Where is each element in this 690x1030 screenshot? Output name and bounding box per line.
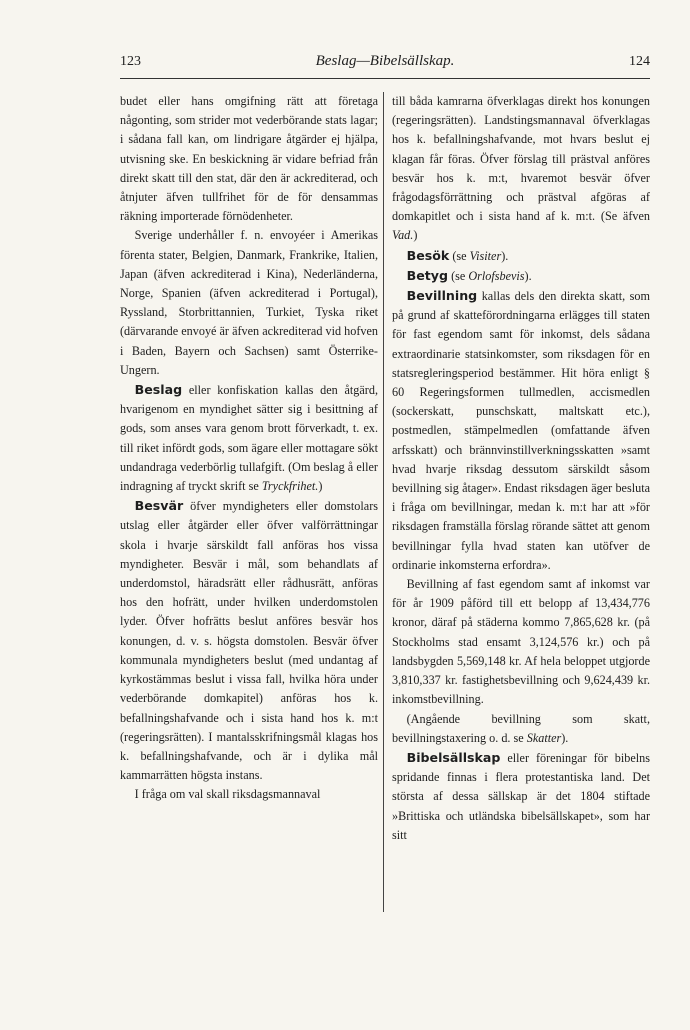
entry-betyg: [392, 266, 650, 286]
entry-text: kallas dels den direkta skatt, som på grund af skatteförordningarna erlägges till staten för fast egendom samt för inkomst, dels sådana extraordinarie statsinkomster, som riksdagen för en statsregleringsperiod bestämmer. Hit höra enligt § 60 Regeringsformen tullmedlen, accismedlen (sockerskatt, punschskatt, maltskatt etc.), postmedlen, stämpelmedlen (omfattande äfven arfsskatt) och brännvinstillverkningsskatten »samt hvad hvarje riksdag dessutom särskildt såsom bevillning sig åtager». Endast riksdagen äger besluta i fråga om bevillningar, medan k. m:t har att »för riksdagen framställa förslag rörande sättet att genom bevillningar fylla hvad staten kan utöfver de ordinarie inkomsterna erfordra».: [392, 289, 650, 572]
entry-text: eller föreningar för bibelns spridande finnas i flera protestantiska land. Det största af dessa sällskap är det 1804 stiftade »Brittiska och utländska bibelsällskapet», som har sitt: [392, 750, 650, 842]
paragraph: budet eller hans omgifning rätt att företaga någonting, som strider mot vederbörande stats lagar; i sådana fall kan, om lindrigare åtgärder ej hjälpa, utvisning ske. En beskickning är vidare befriad från direkt skatt till den stat, där den är ackrediterad, och åtnjuter äfven tullfrihet för de för densammas räkning importerade förnödenheter.: [120, 94, 378, 224]
left-column: [120, 92, 378, 805]
paragraph: I fråga om val skall riksdagsmannaval: [134, 787, 321, 802]
cross-reference: Visiter: [469, 248, 502, 263]
paragraph: [392, 710, 650, 748]
cross-reference: Vad.: [392, 228, 414, 243]
entry-keyword: Besök: [406, 247, 450, 263]
entry-text: (se: [452, 248, 470, 263]
entry-text: (se: [451, 268, 469, 283]
entry-besok: [392, 246, 650, 266]
right-column: [392, 92, 650, 845]
entry-text: ).: [561, 730, 569, 745]
entry-text: eller konfiskation kallas den åtgärd, hvarigenom en myndighet sätter sig i besittning af gods, som anses vara genom brott förverkadt, t. ex. till riket infördt gods, som ägare eller mottagare sökt undandraga vederbörlig tullafgift. (Om beslag å eller indragning af tryckt skrift se: [120, 383, 379, 494]
cross-reference: Tryckfrihet.: [261, 479, 319, 494]
entry-besvar: [120, 496, 378, 785]
entry-text: (Angående bevillning som skatt, bevillningstaxering o. d. se: [392, 711, 650, 745]
header-rule: [120, 78, 650, 79]
entry-keyword: Bevillning: [406, 288, 478, 304]
paragraph: Sverige underhåller f. n. envoyéer i Amerikas förenta stater, Belgien, Danmark, Frankrike, Italien, Japan (äfven ackrediterad i Kina), Nederländerna, Norge, Spanien (äfven ackrediterad i Portugal), Ryssland, Storbrittannien, Turkiet, Tyska riket (därvarande envoyé är äfven ackrediterad vid hofven i Baden, Bayern och Sachsen) samt Österrike-Ungern.: [120, 228, 378, 377]
cross-reference: Skatter: [526, 730, 562, 745]
entry-text: ).: [524, 268, 532, 283]
entry-keyword: Besvär: [134, 498, 184, 514]
entry-keyword: Betyg: [406, 267, 449, 283]
entry-beslag: [120, 380, 378, 496]
entry-text: ): [318, 479, 323, 494]
cross-reference: Orlofsbevis: [468, 268, 525, 283]
page-header: [120, 52, 650, 74]
entry-text: ).: [501, 248, 509, 263]
paragraph: [392, 92, 650, 246]
entry-text: till båda kamrarna öfverklagas direkt hos konungen (regeringsrätten). Landstingsmannaval öfverklagas hos k. befallningshafvande, mot hvars beslut ej klagan får föras. Öfver förslag till prästval anföres besvär hos k. m:t, hvaremot besvär öfver frågodagsförrättning och prästval afgöras af domkapitlet och i sista hand af k. m:t. (Se äfven: [392, 94, 650, 224]
column-divider: [383, 92, 384, 912]
page-number-right: 124: [629, 54, 650, 69]
entry-bibelsallskap: [392, 748, 650, 845]
entry-keyword: Beslag: [134, 382, 183, 398]
page-number-left: 123: [120, 54, 141, 69]
entry-text: ): [413, 228, 418, 243]
entry-keyword: Bibelsällskap: [406, 749, 501, 765]
paragraph: Bevillning af fast egendom samt af inkomst var för år 1909 påförd till ett belopp af 13,434,776 kronor, däraf på städerna kommo 7,865,628 kr. (på Stockholms stad ensamt 3,124,576 kr.) och på landsbygden 5,569,148 kr. Af hela beloppet utgjorde 3,810,337 kr. fastighetsbevillning och 9,624,439 kr. inkomstbevillning.: [392, 577, 650, 707]
entry-text: öfver myndigheters eller domstolars utslag eller åtgärder eller öfver valförrättningar skola i hvarje särskildt fall anföras hos vissa myndigheter. Besvär i mål, som behandlats af underdomstol, häradsrätt eller rådhusrätt, anföras hos den hofrätt, under hvilken underdomstolen lyder. Öfver hofrätts beslut anföres besvär hos konungen, d. v. s. högsta domstolen. Besvär öfver kommunala myndigheters beslut (med undantag af kyrkostämmas beslut i vissa fall, hvilka höra under vederbörande domkapitel) anföras hos k. befallningshafvande och i sista hand hos k. m:t (regeringsrätten). I mantalsskrifningsmål klagas hos k. befallningshafvande, och är i dylika mål kammarrätten högsta instans.: [120, 499, 378, 783]
running-title: Beslag—Bibelsällskap.: [315, 53, 455, 69]
entry-bevillning: [392, 286, 650, 575]
